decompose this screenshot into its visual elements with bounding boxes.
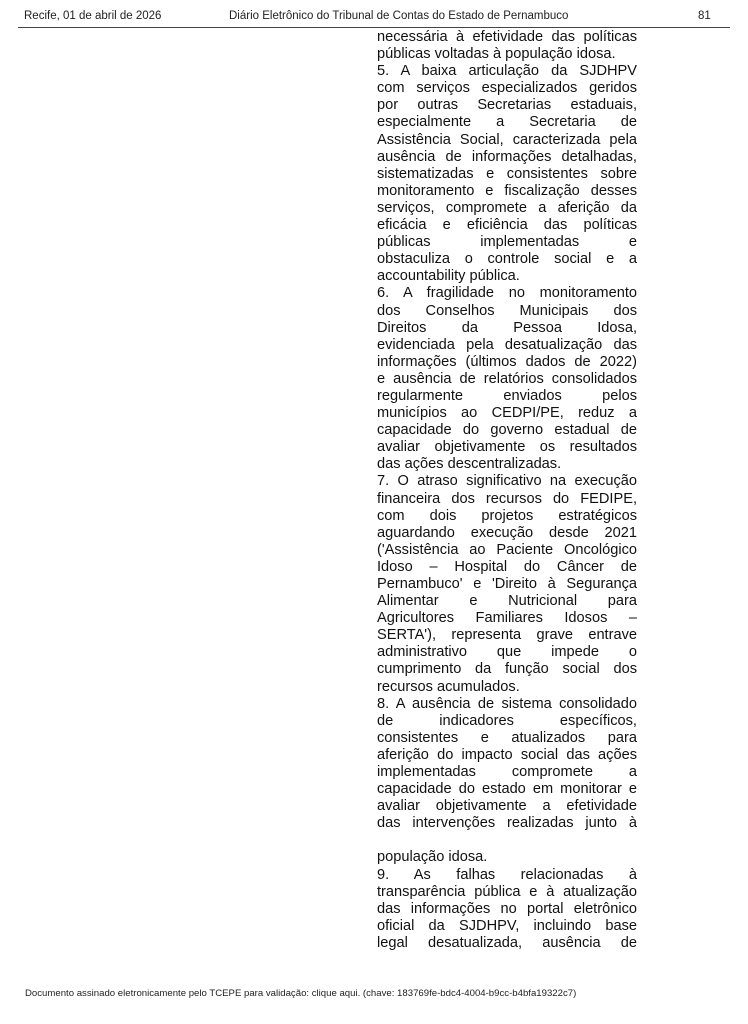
text-line: dos Conselhos Municipais dos — [377, 302, 637, 319]
text-column — [377, 29, 637, 952]
text-line: informações (últimos dados de 2022) — [377, 353, 637, 370]
text-line: sistematizadas e consistentes sobre — [377, 165, 637, 182]
text-line: serviços, compromete a aferição da — [377, 199, 637, 216]
text-line: cumprimento da função social dos — [377, 661, 637, 678]
page-header — [18, 8, 730, 28]
text-line: legal desatualizada, ausência de — [377, 934, 637, 951]
text-line: evidenciada pela desatualização das — [377, 336, 637, 353]
text-line: ausência de informações detalhadas, — [377, 148, 637, 165]
text-line: com dois projetos estratégicos — [377, 507, 637, 524]
text-line: avaliar objetivamente os resultados — [377, 439, 637, 456]
text-line: aferição do impacto social das ações — [377, 746, 637, 763]
header-journal-title: Diário Eletrônico do Tribunal de Contas do Estado de Pernambuco — [229, 10, 569, 22]
text-line: avaliar objetivamente a efetividade — [377, 798, 637, 815]
text-line: Agricultores Familiares Idosos – — [377, 610, 637, 627]
text-line: das ações descentralizadas. — [377, 456, 562, 473]
text-line: públicas implementadas e — [377, 234, 637, 251]
text-line: 8. A ausência de sistema consolidado — [377, 695, 637, 712]
text-line: com serviços especializados geridos — [377, 80, 637, 97]
text-line: regularmente enviados pelos — [377, 387, 637, 404]
text-line: consistentes e atualizados para — [377, 729, 637, 746]
text-line: capacidade do governo estadual de — [377, 422, 637, 439]
text-line: financeira dos recursos do FEDIPE, — [377, 490, 637, 507]
text-line: obstaculiza o controle social e a — [377, 251, 637, 268]
text-line: 9. As falhas relacionadas à — [377, 866, 637, 883]
text-line: 5. A baixa articulação da SJDHPV — [377, 63, 637, 80]
text-line: SERTA'), representa grave entrave — [377, 627, 637, 644]
text-line: administrativo que impede o — [377, 644, 637, 661]
text-line: aguardando execução desde 2021 — [377, 524, 637, 541]
text-line: ('Assistência ao Paciente Oncológico — [377, 541, 637, 558]
text-line: accountability pública. — [377, 268, 520, 285]
text-line: eficácia e eficiência das políticas — [377, 217, 637, 234]
validation-footer[interactable]: Documento assinado eletronicamente pelo TCEPE para validação: clique aqui. (chave: 183769fe-bdc4-4004-b9cc-b4bfa19322c7) — [25, 988, 577, 999]
text-line: Pernambuco' e 'Direito à Segurança — [377, 576, 637, 592]
header-date: Recife, 01 de abril de 2026 — [24, 10, 162, 22]
text-line: das intervenções realizadas junto à — [377, 815, 637, 832]
text-line: implementadas compromete a — [377, 764, 637, 781]
text-line: oficial da SJDHPV, incluindo base — [377, 917, 637, 934]
text-line: por outras Secretarias estaduais, — [377, 97, 637, 114]
text-line: 7. O atraso significativo na execução — [377, 473, 637, 490]
text-line: necessária à efetividade das políticas — [377, 29, 637, 45]
header-divider — [18, 27, 730, 28]
header-page-number: 81 — [698, 10, 711, 22]
text-line: Idoso – Hospital do Câncer de — [377, 558, 637, 575]
text-line: transparência pública e à atualização — [377, 883, 637, 900]
text-line: monitoramento e fiscalização desses — [377, 182, 637, 199]
text-line: 6. A fragilidade no monitoramento — [377, 285, 637, 302]
text-line: municípios ao CEDPI/PE, reduz a — [377, 405, 637, 422]
text-line: recursos acumulados. — [377, 678, 520, 695]
text-line: públicas voltadas à população idosa. — [377, 46, 616, 63]
text-line: e ausência de relatórios consolidados — [377, 370, 637, 387]
text-line: capacidade do estado em monitorar e — [377, 781, 637, 798]
text-line: de indicadores específicos, — [377, 712, 637, 729]
text-line: especialmente a Secretaria de — [377, 114, 637, 131]
text-line: Alimentar e Nutricional para — [377, 593, 637, 610]
text-line: população idosa. — [377, 849, 488, 866]
paragraph-gap — [377, 832, 637, 849]
text-line: Assistência Social, caracterizada pela — [377, 131, 637, 148]
text-line: Direitos da Pessoa Idosa, — [377, 319, 637, 336]
text-line: das informações no portal eletrônico — [377, 900, 637, 917]
